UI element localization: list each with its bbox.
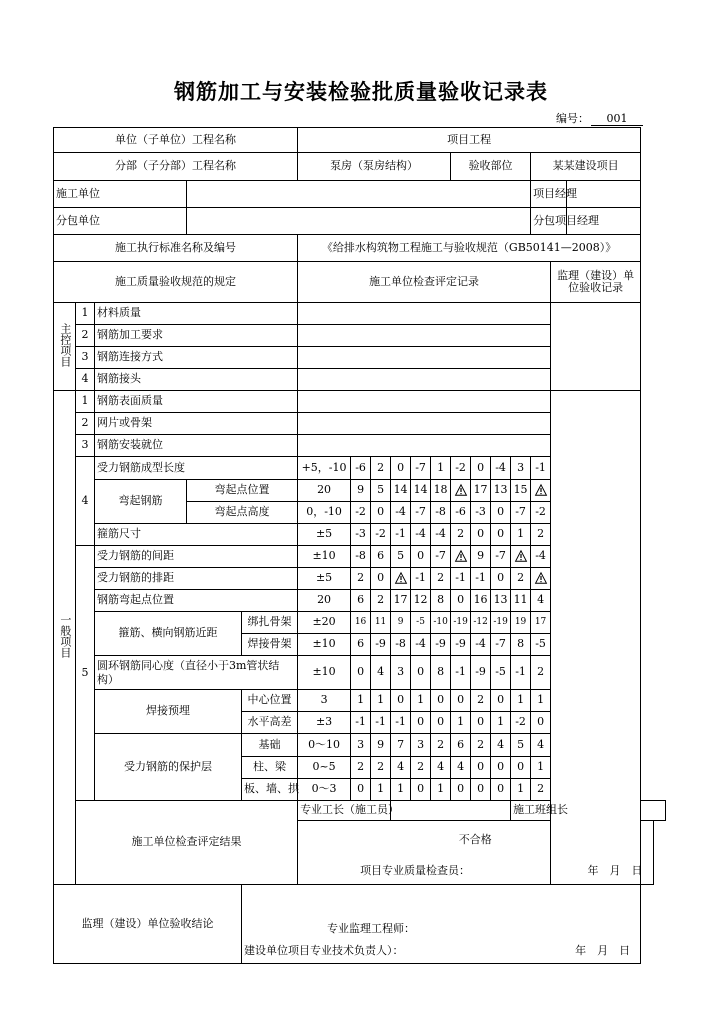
supervisor-concl-blank	[242, 885, 641, 919]
measure-cell: -5	[411, 612, 431, 634]
measure-cell: -8	[351, 546, 371, 568]
measure-cell: 3	[391, 656, 411, 690]
row-name: 基础	[242, 734, 298, 757]
measure-cell: 4	[371, 656, 391, 690]
item-no: 2	[76, 413, 95, 435]
measure-cell: -7	[491, 634, 511, 656]
measure-cell	[511, 546, 531, 568]
tolerance-cell: ±10	[298, 634, 351, 656]
measure-cell: 1	[511, 779, 531, 801]
measure-cell: 2	[451, 524, 471, 546]
measure-cell: 15	[511, 480, 531, 502]
main-group-label: 主控项目	[54, 303, 76, 391]
measure-cell: -4	[411, 634, 431, 656]
measure-cell: 2	[471, 734, 491, 757]
row-name: 圆环钢筋同心度（直径小于3m管状结构）	[95, 656, 298, 690]
measure-cell: 7	[391, 734, 411, 757]
pm-label: 项目经理	[531, 181, 567, 208]
tolerance-cell: 0～3	[298, 779, 351, 801]
measure-cell: 2	[471, 690, 491, 712]
sub-pm-label: 分包项目经理	[531, 208, 567, 235]
measure-cell: 0	[471, 524, 491, 546]
row-name: 柱、梁	[242, 757, 298, 779]
item-no: 2	[76, 325, 95, 347]
warning-icon	[395, 572, 407, 584]
tolerance-cell: 3	[298, 690, 351, 712]
measure-cell: 12	[411, 590, 431, 612]
item-no: 3	[76, 347, 95, 369]
row-name: 钢筋弯起点位置	[95, 590, 298, 612]
owner-tech-label: 建设单位项目专业技术负责人）：	[244, 944, 404, 958]
measure-cell: 0	[451, 779, 471, 801]
cover-group-label: 受力钢筋的保护层	[95, 734, 242, 801]
measure-cell: -9	[471, 656, 491, 690]
measure-cell: 11	[511, 590, 531, 612]
division-name-label: 分部（子分部）工程名称	[54, 153, 298, 181]
subcontractor-label: 分包单位	[54, 208, 187, 235]
measure-cell: -7	[431, 546, 451, 568]
measure-cell: 0	[491, 779, 511, 801]
measure-cell: 0	[471, 457, 491, 480]
item-no: 4	[76, 369, 95, 391]
measure-cell	[451, 546, 471, 568]
measure-cell: 1	[531, 690, 551, 712]
measure-cell: 17	[391, 590, 411, 612]
measure-cell: 2	[431, 568, 451, 590]
measure-cell: 1	[491, 712, 511, 734]
measure-cell: 3	[351, 734, 371, 757]
measure-cell: 1	[371, 690, 391, 712]
measure-cell: -4	[391, 502, 411, 524]
contractor-eval-label: 施工单位检查评定结果	[76, 801, 298, 885]
measure-cell: 2	[531, 524, 551, 546]
eval-result: 不合格	[298, 821, 653, 860]
measure-cell: 0	[391, 690, 411, 712]
row-name: 受力钢筋的间距	[95, 546, 298, 568]
measure-cell: -12	[471, 612, 491, 634]
stirrup-group-label: 箍筋、横向钢筋近距	[95, 612, 242, 656]
tolerance-cell: ±10	[298, 546, 351, 568]
measure-cell: 0	[531, 712, 551, 734]
measure-cell: 0	[351, 779, 371, 801]
measure-cell: 2	[371, 457, 391, 480]
measure-cell: 0	[411, 712, 431, 734]
tolerance-cell: 0～10	[298, 734, 351, 757]
measure-cell: -1	[451, 568, 471, 590]
measure-cell: 1	[351, 690, 371, 712]
measure-cell: -6	[351, 457, 371, 480]
item-name: 网片或骨架	[95, 413, 298, 435]
measure-cell: -1	[391, 712, 411, 734]
tolerance-cell: 0~5	[298, 757, 351, 779]
team-leader-label: 施工班组长	[511, 801, 567, 821]
row-name: 水平高差	[242, 712, 298, 734]
measure-cell: 0	[491, 757, 511, 779]
measure-cell: 1	[371, 779, 391, 801]
page-title: 钢筋加工与安装检验批质量验收记录表	[174, 80, 548, 104]
accept-part-value: 某某建设项目	[531, 153, 641, 181]
item-no: 3	[76, 435, 95, 457]
item-no: 5	[76, 546, 95, 801]
measure-cell: 0	[491, 502, 511, 524]
supervisor-date: 年 月 日	[575, 944, 631, 958]
supervisor-cell	[551, 303, 641, 391]
warning-icon	[535, 484, 547, 496]
serial-number	[556, 110, 643, 126]
standard-value: 《给排水构筑物工程施工与验收规范（GB50141—2008）》	[298, 235, 641, 262]
measure-cell: 1	[431, 457, 451, 480]
row-name: 箍筋尺寸	[95, 524, 298, 546]
measure-cell: 0	[391, 457, 411, 480]
measure-cell: 6	[451, 734, 471, 757]
eval-signoff	[298, 860, 653, 885]
embed-group-label: 焊接预埋	[95, 690, 242, 734]
measure-cell: 16	[471, 590, 491, 612]
measure-cell: -19	[491, 612, 511, 634]
division-name-value: 泵房（泵房结构）	[298, 153, 451, 181]
measure-cell: 5	[371, 480, 391, 502]
inspector-label: 项目专业质量检查员：	[360, 864, 471, 878]
measure-cell: 1	[511, 524, 531, 546]
measure-cell: 4	[391, 757, 411, 779]
measure-cell: 0	[471, 779, 491, 801]
measure-cell: 0	[511, 757, 531, 779]
measure-cell: 6	[371, 546, 391, 568]
measure-cell: 9	[391, 612, 411, 634]
measure-cell: -4	[531, 546, 551, 568]
measure-cell: 0	[471, 757, 491, 779]
measure-cell: 0	[451, 690, 471, 712]
measure-cell: -1	[511, 656, 531, 690]
measure-cell: -2	[511, 712, 531, 734]
supervisor-header: 监理（建设）单位验收记录	[551, 262, 641, 303]
measure-cell: 13	[491, 590, 511, 612]
warning-icon	[515, 550, 527, 562]
measure-cell: 17	[531, 612, 551, 634]
check-cell	[298, 413, 551, 435]
measure-cell: 2	[371, 757, 391, 779]
measure-cell: -8	[391, 634, 411, 656]
supervisor-engineer-label: 专业监理工程师：	[242, 919, 641, 941]
measure-cell: 0	[371, 568, 391, 590]
item-name: 钢筋加工要求	[95, 325, 298, 347]
measure-cell: -7	[491, 546, 511, 568]
check-cell	[298, 435, 551, 457]
unit-name-label: 单位（子单位）工程名称	[54, 128, 298, 153]
tolerance-cell: ±5	[298, 524, 351, 546]
measure-cell: 2	[371, 590, 391, 612]
serial-value: 001	[591, 112, 643, 126]
check-cell	[298, 347, 551, 369]
foreman-label: 专业工长（施工员）	[298, 801, 391, 821]
measure-cell: 8	[511, 634, 531, 656]
row-name: 绑扎骨架	[242, 612, 298, 634]
measure-cell: 1	[511, 690, 531, 712]
measure-cell: 0	[351, 656, 371, 690]
measure-cell: 8	[431, 656, 451, 690]
measure-cell: 8	[431, 590, 451, 612]
unit-name-value: 项目工程	[298, 128, 641, 153]
measure-cell: 0	[411, 546, 431, 568]
subcontractor-value	[187, 208, 531, 235]
pm-value	[567, 181, 641, 208]
measure-cell: -3	[471, 502, 491, 524]
measure-cell: 0	[411, 779, 431, 801]
measure-cell: 14	[411, 480, 431, 502]
warning-icon	[455, 484, 467, 496]
measure-cell: 6	[351, 634, 371, 656]
eval-date: 年 月 日	[587, 864, 643, 878]
spec-header: 施工质量验收规范的规定	[54, 262, 298, 303]
measure-cell: -2	[351, 502, 371, 524]
serial-label: 编号：	[556, 112, 589, 125]
measure-cell: -1	[451, 656, 471, 690]
measure-cell: -9	[431, 634, 451, 656]
measure-cell: -7	[511, 502, 531, 524]
measure-cell: 5	[391, 546, 411, 568]
measure-cell: -6	[451, 502, 471, 524]
contractor-value	[187, 181, 531, 208]
tolerance-cell: ±20	[298, 612, 351, 634]
measure-cell: 5	[511, 734, 531, 757]
measure-cell: 1	[411, 690, 431, 712]
check-header: 施工单位检查评定记录	[298, 262, 551, 303]
row-name: 焊接骨架	[242, 634, 298, 656]
measure-cell: 2	[351, 757, 371, 779]
measure-cell: -2	[531, 502, 551, 524]
item-no: 4	[76, 457, 95, 546]
row-name: 板、墙、拱	[242, 779, 298, 801]
measure-cell: -4	[431, 524, 451, 546]
measure-cell: -19	[451, 612, 471, 634]
measure-cell: -3	[351, 524, 371, 546]
measure-cell: 1	[531, 757, 551, 779]
measure-cell: -9	[451, 634, 471, 656]
item-no: 1	[76, 391, 95, 413]
check-cell	[298, 325, 551, 347]
measure-cell: 18	[431, 480, 451, 502]
bend-group-label: 弯起钢筋	[95, 480, 187, 524]
tolerance-cell: ±5	[298, 568, 351, 590]
measure-cell: -1	[531, 457, 551, 480]
item-name: 钢筋表面质量	[95, 391, 298, 413]
check-cell	[298, 369, 551, 391]
measure-cell: 1	[451, 712, 471, 734]
measure-cell: -9	[371, 634, 391, 656]
check-cell	[298, 391, 551, 413]
measure-cell: -2	[371, 524, 391, 546]
measure-cell: 6	[351, 590, 371, 612]
warning-icon	[535, 572, 547, 584]
measure-cell: 19	[511, 612, 531, 634]
measure-cell: 2	[531, 656, 551, 690]
tolerance-cell: ±3	[298, 712, 351, 734]
measure-cell: 9	[351, 480, 371, 502]
measure-cell	[391, 568, 411, 590]
measure-cell: 4	[431, 757, 451, 779]
measure-cell: -4	[491, 457, 511, 480]
contractor-label: 施工单位	[54, 181, 187, 208]
measure-cell: 0	[491, 568, 511, 590]
standard-label: 施工执行标准名称及编号	[54, 235, 298, 262]
measure-cell: 2	[351, 568, 371, 590]
measure-cell: -4	[411, 524, 431, 546]
row-name: 中心位置	[242, 690, 298, 712]
measure-cell: -1	[411, 568, 431, 590]
tolerance-cell: 0，-10	[298, 502, 351, 524]
measure-cell: 2	[411, 757, 431, 779]
warning-icon	[455, 550, 467, 562]
tolerance-cell: ±10	[298, 656, 351, 690]
measure-cell: 4	[531, 590, 551, 612]
row-name: 弯起点高度	[187, 502, 298, 524]
item-name: 钢筋安装就位	[95, 435, 298, 457]
measure-cell: -4	[471, 634, 491, 656]
supervisor-signoff	[242, 941, 641, 964]
measure-cell: -1	[351, 712, 371, 734]
measure-cell: 9	[471, 546, 491, 568]
measure-cell: 0	[371, 502, 391, 524]
measure-cell: 3	[511, 457, 531, 480]
measure-cell: -5	[491, 656, 511, 690]
measure-cell: 13	[491, 480, 511, 502]
measure-cell: 4	[451, 757, 471, 779]
measure-cell: -7	[411, 457, 431, 480]
measure-cell	[531, 480, 551, 502]
measure-cell: 4	[491, 734, 511, 757]
measure-cell: 0	[411, 656, 431, 690]
measure-cell: 9	[371, 734, 391, 757]
item-no: 1	[76, 303, 95, 325]
measure-cell: 1	[391, 779, 411, 801]
measure-cell: 2	[531, 779, 551, 801]
measure-cell: 3	[411, 734, 431, 757]
supervisor-concl-label: 监理（建设）单位验收结论	[54, 885, 242, 964]
accept-part-label: 验收部位	[451, 153, 531, 181]
measure-cell: 0	[491, 524, 511, 546]
inspection-table	[53, 127, 666, 964]
measure-cell: 0	[451, 590, 471, 612]
measure-cell: 4	[531, 734, 551, 757]
team-leader-value	[641, 801, 666, 821]
item-name: 钢筋接头	[95, 369, 298, 391]
measure-cell: 16	[351, 612, 371, 634]
measure-cell: -1	[371, 712, 391, 734]
measure-cell	[451, 480, 471, 502]
measure-cell: 1	[431, 779, 451, 801]
measure-cell: -8	[431, 502, 451, 524]
measure-cell: 14	[391, 480, 411, 502]
row-name: 受力钢筋成型长度	[95, 457, 298, 480]
measure-cell: 11	[371, 612, 391, 634]
tolerance-cell: 20	[298, 590, 351, 612]
measure-cell: 0	[471, 712, 491, 734]
tolerance-cell: 20	[298, 480, 351, 502]
measure-cell: 0	[431, 690, 451, 712]
measure-cell	[531, 568, 551, 590]
item-name: 钢筋连接方式	[95, 347, 298, 369]
measure-cell: 17	[471, 480, 491, 502]
item-name: 材料质量	[95, 303, 298, 325]
measure-cell: -5	[531, 634, 551, 656]
measure-cell: 2	[511, 568, 531, 590]
row-name: 弯起点位置	[187, 480, 298, 502]
measure-cell: 2	[431, 734, 451, 757]
general-group-label: 一般项目	[54, 391, 76, 885]
measure-cell: -10	[431, 612, 451, 634]
row-name: 受力钢筋的排距	[95, 568, 298, 590]
check-cell	[298, 303, 551, 325]
measure-cell: 0	[431, 712, 451, 734]
measure-cell: -7	[411, 502, 431, 524]
foreman-value	[391, 801, 511, 821]
measure-cell: -1	[471, 568, 491, 590]
measure-cell: 0	[491, 690, 511, 712]
measure-cell: -1	[391, 524, 411, 546]
measure-cell: -2	[451, 457, 471, 480]
tolerance-cell: +5，-10	[298, 457, 351, 480]
